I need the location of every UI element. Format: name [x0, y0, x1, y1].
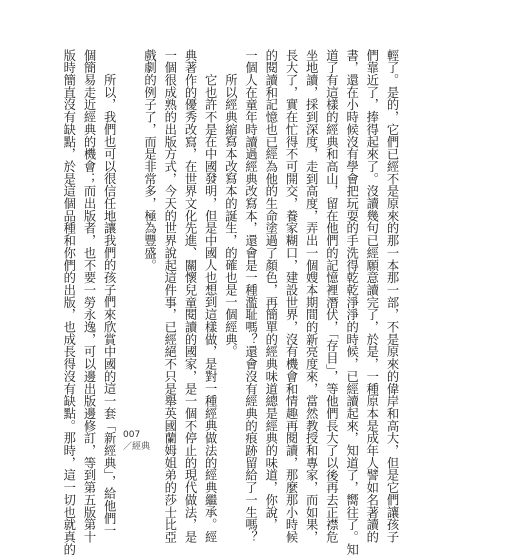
text-column-content: 書，還在小時候沒有學會把玩耍的手洗得乾乾淨淨的時候，已經讀起來，知道了，嚮往了。知 [344, 49, 359, 555]
text-column-content: 它也許不是在中國發明，但是中國人也想到這樣做，是對一種經典做法的經典繼承。經 [203, 73, 218, 543]
text-column-content: 典著作的優秀改寫，在世界文化先進、關懷兒童閱讀的國家，是一個不停止的現代做法，是 [182, 49, 197, 543]
text-column-content: 所以經典縮寫本改寫本的誕生，的確也是一個經典。 [223, 73, 238, 358]
text-column [240, 49, 260, 543]
text-column-content: 輕了。是的，它們已經不是原來的那一本那一部，不是原來的偉岸和高大，但是它們讓孩子 [385, 49, 399, 543]
text-column [160, 49, 180, 543]
text-column [382, 49, 402, 543]
paragraph-gap [119, 49, 139, 419]
text-column-content: 一個人在童年時讀過經典改寫本，還會是一種濫耻嗎？還會沒有經典的痕跡留給了一生嗎？ [243, 49, 258, 543]
text-column-content: 所以，我們也可以很信任地讓我們的孩子們來欣賞中國的這一套「新經典」，給他們一 [102, 73, 117, 537]
running-title: ／經典 [123, 441, 151, 452]
text-column [99, 49, 119, 537]
text-column-content: 戲劇的例子了，而是非常多，極為豐盛。 [142, 49, 157, 272]
text-column [261, 49, 281, 531]
text-column [341, 49, 361, 555]
text-column [180, 49, 200, 543]
text-column [200, 49, 220, 543]
text-column [220, 49, 240, 419]
text-column [362, 49, 382, 543]
text-column-content: 們靠近了，捧得起來了。沒讀幾句已經願意讀完了，於是，一種原本是成年人譬如名著讀的 [364, 49, 379, 543]
page-number: 007 [123, 430, 141, 440]
text-column [281, 49, 301, 543]
text-column-content: 坐地讀，採到深度，走到高度，弄出一個嫂本期間的新亮度來，當然教授和專家，而如果， [304, 49, 319, 543]
text-column [139, 49, 159, 419]
text-column [59, 49, 79, 555]
text-column-content: 道了有這樣的經典和高山，留在他們的記憶裡潛伏，「存目」，等他們長大了以後再去正襟危 [324, 49, 339, 544]
text-column [321, 49, 341, 544]
text-column [79, 49, 99, 543]
text-column [301, 49, 321, 543]
text-column-content: 一個很成熟的出版方式，今天的世界說起這件事，已經絕不只是舉英國蘭姆姐弟的莎士比亞 [162, 49, 177, 543]
text-column-content: 個簡易走近經典的機會；而出版者，也不要一勞永逸，可以邊出版邊修訂，等到第五版第十 [81, 49, 96, 543]
page-footer [123, 430, 150, 453]
text-column-content: 版時簡直沒有缺點，於是這個品種和你們的出版，也成長得沒有缺點。那時，這一切也就真的 [61, 49, 76, 555]
text-column-content: 的閱讀和記憶也已經為他的生命塗過了顏色，再簡單的經典味道總是經典的味道，你說， [263, 49, 278, 531]
text-column-content: 長大了，實在忙得不可開交，養家糊口，建設世界，沒有機會和情趣再閱讀，那麼那小時候 [283, 49, 298, 543]
